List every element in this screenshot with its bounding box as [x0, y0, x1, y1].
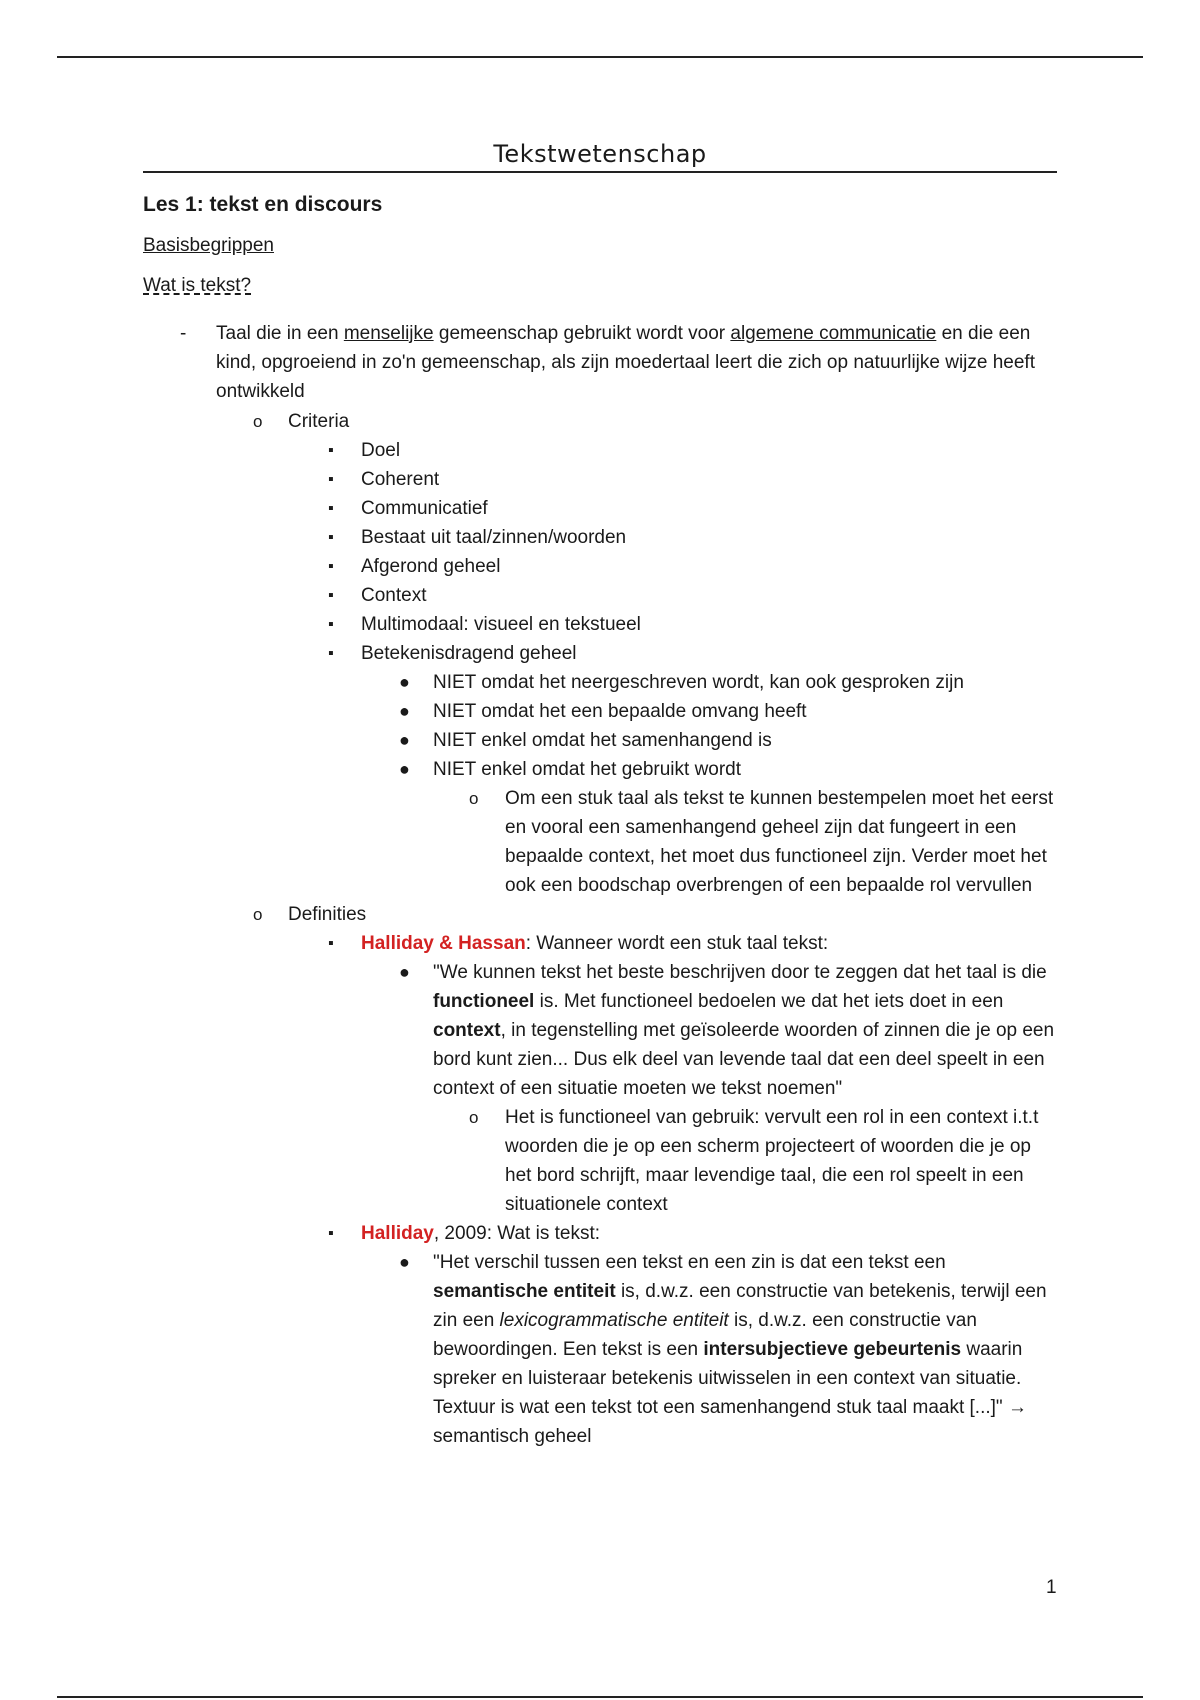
square-marker: ▪	[328, 616, 334, 633]
criteria-sub-text: NIET omdat het een bepaalde omvang heeft	[433, 701, 807, 722]
quote-text: is, d.w.z. een constructie van betekenis, terwijl een zin een	[433, 1281, 1047, 1331]
criteria-note-item	[469, 784, 1057, 900]
quote-text: , in tegenstelling met geïsoleerde woorden of zinnen die je op een bord kunt zien... Dus elk deel van levende taal dat een deel speelt in een context of een situatie moeten we tekst noemen"	[433, 1020, 1055, 1099]
criteria-list-item	[328, 494, 1057, 523]
criteria-sub-text: NIET omdat het neergeschreven wordt, kan ook gesproken zijn	[433, 672, 964, 693]
square-marker: ▪	[328, 587, 334, 604]
document-title: Tekstwetenschap	[143, 140, 1057, 173]
criteria-list-item	[328, 552, 1057, 581]
document-page	[143, 140, 1057, 1451]
quote-text: is, d.w.z. een constructie van bewoordingen. Een tekst is een	[433, 1310, 977, 1360]
circle-marker: o	[253, 905, 263, 924]
quote-text: semantisch geheel	[433, 1426, 592, 1447]
criteria-text: Afgerond geheel	[361, 556, 501, 577]
quote-italic: lexicogrammatische entiteit	[499, 1310, 729, 1331]
bullet-marker: ●	[399, 759, 410, 779]
criteria-text: Multimodaal: visueel en tekstueel	[361, 614, 641, 635]
lesson-heading: Les 1: tekst en discours	[143, 193, 383, 216]
square-marker: ▪	[328, 471, 334, 488]
quote-text: waarin spreker en luisteraar betekenis uitwisselen in een context van situatie. Textuur is wat een tekst tot een samenhangend stuk taal maakt [...]"	[433, 1339, 1023, 1418]
quote-text: "We kunnen tekst het beste beschrijven door te zeggen dat het taal is die	[433, 962, 1047, 983]
quote-bold: semantische entiteit	[433, 1281, 616, 1302]
criteria-item	[253, 407, 1057, 436]
intro-list-item	[180, 319, 1057, 406]
section-wat-is-tekst: Wat is tekst?	[143, 275, 252, 296]
criteria-list-item	[328, 436, 1057, 465]
square-marker: ▪	[328, 645, 334, 662]
intro-text-3: en die een kind, opgroeiend in zo'n gemeenschap, als zijn moedertaal leert die zich op natuurlijke wijze heeft ontwikkeld	[216, 323, 1035, 402]
quote-bold: context	[433, 1020, 501, 1041]
page-number: 1	[1046, 1577, 1057, 1598]
dash-marker: -	[180, 323, 187, 344]
square-marker: ▪	[328, 1225, 334, 1242]
bullet-marker: ●	[399, 730, 410, 750]
criteria-note-text: Om een stuk taal als tekst te kunnen bestempelen moet het eerst en vooral een samenhangend geheel zijn dat fungeert in een bepaalde context, het moet dus functioneel zijn. Verder moet het ook een boodschap overbrengen of een bepaalde rol vervullen	[505, 788, 1054, 896]
criteria-list-item	[328, 465, 1057, 494]
quote-bold: intersubjectieve gebeurtenis	[703, 1339, 962, 1360]
criteria-text: Bestaat uit taal/zinnen/woorden	[361, 527, 627, 548]
definition-1-note-text: Het is functioneel van gebruik: vervult een rol in een context i.t.t woorden die je op een scherm projecteert of woorden die je op het bord schrijft, maar levendige taal, die een rol speelt in een situationele context	[505, 1107, 1039, 1215]
intro-underline-1: menselijke	[343, 323, 434, 344]
criteria-sub-item	[399, 668, 1057, 697]
square-marker: ▪	[328, 529, 334, 546]
square-marker: ▪	[328, 935, 334, 952]
definition-1-item	[328, 929, 1057, 958]
criteria-sub-text: NIET enkel omdat het gebruikt wordt	[433, 759, 742, 780]
arrow-icon: →	[1007, 1397, 1027, 1418]
intro-text-2: gemeenschap gebruikt wordt voor	[433, 323, 731, 344]
definition-2-title: , 2009: Wat is tekst:	[433, 1223, 601, 1244]
criteria-text: Coherent	[361, 469, 440, 490]
definition-2-item	[328, 1219, 1057, 1248]
square-marker: ▪	[328, 500, 334, 517]
bullet-marker: ●	[399, 672, 410, 692]
criteria-text: Betekenisdragend geheel	[361, 643, 577, 664]
square-marker: ▪	[328, 558, 334, 575]
quote-text: is. Met functioneel bedoelen we dat het iets doet in een	[534, 991, 1004, 1012]
criteria-sub-item	[399, 697, 1057, 726]
criteria-label: Criteria	[288, 411, 350, 432]
criteria-list-item	[328, 639, 1057, 668]
quote-bold: functioneel	[433, 991, 535, 1012]
criteria-text: Context	[361, 585, 427, 606]
definition-1-title: : Wanneer wordt een stuk taal tekst:	[525, 933, 829, 954]
definition-1-quote-item	[399, 958, 1057, 1103]
criteria-list-item	[328, 523, 1057, 552]
author-halliday: Halliday	[361, 1223, 434, 1244]
subheading-basisbegrippen: Basisbegrippen	[143, 235, 274, 256]
criteria-text: Communicatief	[361, 498, 488, 519]
quote-text: "Het verschil tussen een tekst en een zin is dat een tekst een	[433, 1252, 946, 1273]
criteria-text: Doel	[361, 440, 401, 461]
criteria-list-item	[328, 581, 1057, 610]
circle-marker: o	[469, 789, 479, 808]
definition-1-note-item	[469, 1103, 1057, 1219]
definition-2-quote-item	[399, 1248, 1057, 1451]
intro-underline-2: algemene communicatie	[730, 323, 937, 344]
criteria-list-item	[328, 610, 1057, 639]
definitions-label: Definities	[288, 904, 367, 925]
intro-text-1: Taal die in een	[216, 323, 344, 344]
circle-marker: o	[469, 1108, 479, 1127]
bullet-marker: ●	[399, 701, 410, 721]
criteria-sub-item	[399, 755, 1057, 784]
circle-marker: o	[253, 412, 263, 431]
definitions-item	[253, 900, 1057, 929]
square-marker: ▪	[328, 442, 334, 459]
author-halliday-hassan: Halliday & Hassan	[361, 933, 526, 954]
criteria-sub-text: NIET enkel omdat het samenhangend is	[433, 730, 772, 751]
bullet-marker: ●	[399, 962, 410, 982]
header-rule	[57, 56, 1143, 58]
bullet-marker: ●	[399, 1252, 410, 1272]
criteria-sub-item	[399, 726, 1057, 755]
footer-rule	[57, 1696, 1143, 1698]
